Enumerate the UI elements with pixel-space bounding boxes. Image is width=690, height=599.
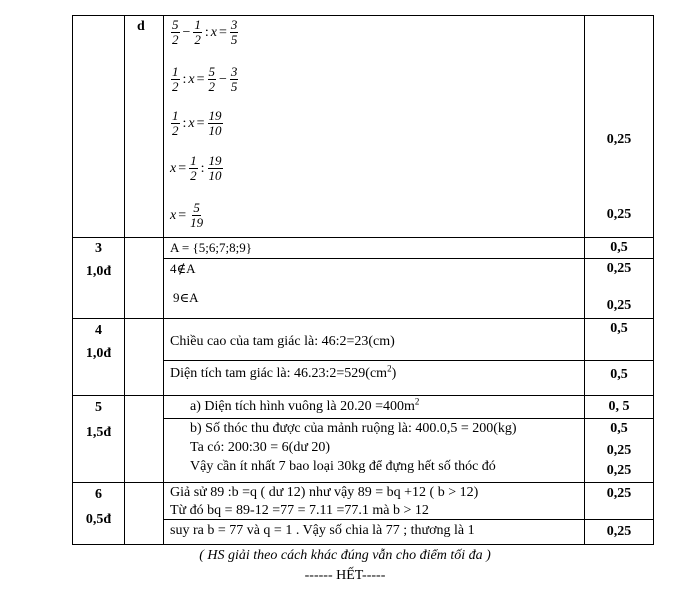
grading-note: ( HS giải theo cách khác đúng vẫn cho điểm tối đa ) [199,548,491,563]
score: 0,25 [606,207,632,222]
fraction: $\frac{3}{5}$ [230,64,238,94]
answer-line: 9∈A [173,290,199,305]
math-line-2: $\frac{1}{2}$ : x = $\frac{5}{2}$ − $\frac{3}{5}$ [172,64,238,94]
answer-line: Ta có: 200:30 = 6(dư 20) [190,440,331,455]
question-number: 4 [95,323,102,338]
table-row-divider [72,482,654,483]
table-border-top [72,15,654,16]
end-marker: ------ HẾT----- [304,568,386,583]
fraction: $\frac{1}{2}$ [194,17,201,47]
score: 0,25 [606,132,632,147]
answer-line: A = {5;6;7;8;9} [170,240,252,255]
score: 0,5 [610,421,628,436]
answer-line: Diện tích tam giác là: $46.23:2=529(cm^2)$ [170,363,397,381]
table-row-divider [72,318,654,319]
question-points: 0,5đ [85,512,112,527]
answer-line: 4∉A [170,261,196,276]
table-border-right [653,15,654,545]
fraction: $\frac{5}{2}$ [208,64,216,94]
score: 0,25 [606,486,632,501]
table-row-divider [163,258,654,259]
math-line-5: x = $\frac{5}{19}$ [170,200,204,230]
math-line-4: x = $\frac{1}{2}$ : $\frac{19}{10}$ [170,153,222,183]
question-points: 1,0đ [85,264,112,279]
math-line-1: $\frac{5}{2}$ − $\frac{1}{2}$ : x = $\frac{3}{5}$ [172,17,238,47]
fraction: $\frac{5}{2}$ [172,17,179,47]
table-row-divider [72,395,654,396]
answer-line: Từ đó bq = 89-12 =77 = 7.11 =77.1 mà b > 12 [170,503,429,518]
fraction: $\frac{1}{2}$ [172,64,179,94]
math-line-3: $\frac{1}{2}$ : x = $\frac{19}{10}$ [172,108,222,138]
score: 0,25 [606,463,632,478]
fraction: $\frac{5}{19}$ [190,200,204,230]
score: 0,5 [610,321,628,336]
question-points: 1,0đ [85,346,112,361]
score: 0,25 [606,443,632,458]
score: 0,25 [606,298,632,313]
question-number: 6 [95,487,102,502]
table-row-divider [163,418,654,419]
answer-line: a) Diện tích hình vuông là $20.20 =400m^2$ [190,396,420,414]
table-border-bottom [72,544,654,545]
fraction: $\frac{1}{2}$ [172,108,179,138]
score: 0,25 [606,524,632,539]
score: 0,25 [606,261,632,276]
fraction: $\frac{19}{10}$ [208,108,222,138]
fraction: $\frac{1}{2}$ [190,153,197,183]
score: 0,5 [610,367,628,382]
question-number: 5 [95,400,102,415]
score: 0, 5 [608,399,630,414]
score: 0,5 [610,240,628,255]
part-label-d: d [137,19,145,34]
table-border-left [72,15,73,545]
table-row-divider [163,360,654,361]
table-row-divider [163,519,654,520]
answer-line: Vậy cần ít nhất 7 bao loại 30kg để đựng hết số thóc đó [190,459,496,474]
answer-line: b) Số thóc thu được của mảnh ruộng là: 400.0,5 = 200(kg) [190,421,517,436]
question-points: 1,5đ [85,425,112,440]
table-column-divider [124,15,125,545]
table-row-divider [72,237,654,238]
question-number: 3 [95,241,102,256]
fraction: $\frac{19}{10}$ [208,153,222,183]
answer-line: suy ra b = 77 và q = 1 . Vậy số chia là 77 ; thương là 1 [170,523,475,538]
table-column-divider [163,15,164,545]
answer-line: Giả sử 89 :b =q ( dư 12) như vậy 89 = bq +12 ( b > 12) [170,485,479,500]
answer-line: Chiều cao của tam giác là: 46:2=23(cm) [170,334,395,349]
fraction: $\frac{3}{5}$ [230,17,238,47]
